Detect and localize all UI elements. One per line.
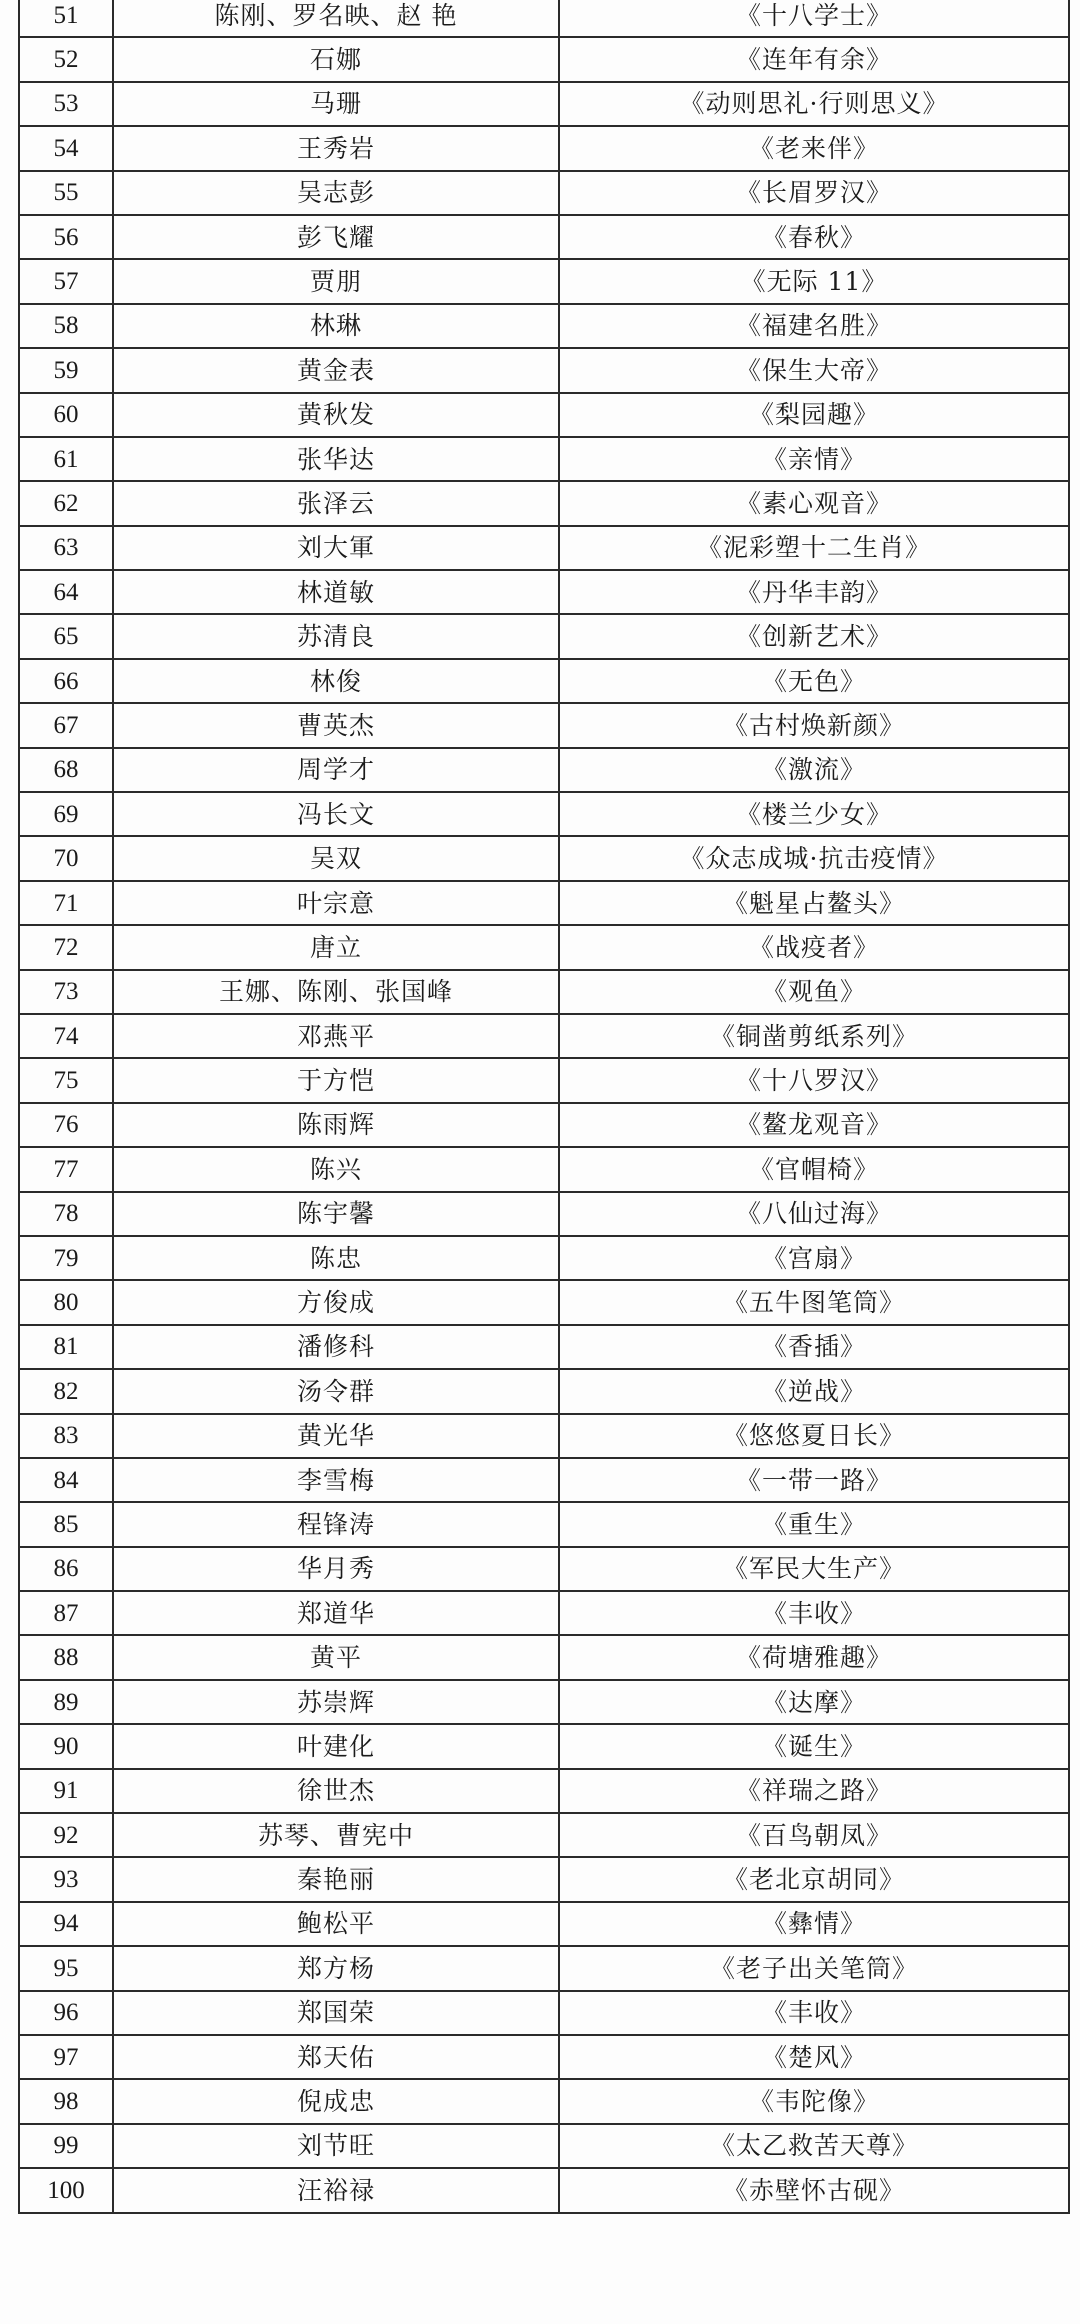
table-row xyxy=(19,1103,1069,1147)
table-row xyxy=(19,171,1069,215)
work-title-cell: 《五牛图笔筒》 xyxy=(559,1280,1069,1324)
author-cell: 苏崇辉 xyxy=(113,1680,559,1724)
table-row xyxy=(19,1280,1069,1324)
work-title-cell: 《亲情》 xyxy=(559,437,1069,481)
author-cell: 陈忠 xyxy=(113,1236,559,1280)
row-number-cell: 99 xyxy=(19,2124,113,2168)
row-number-cell: 70 xyxy=(19,836,113,880)
work-title-cell: 《一带一路》 xyxy=(559,1458,1069,1502)
work-title-cell: 《观鱼》 xyxy=(559,970,1069,1014)
work-title-cell: 《赤壁怀古砚》 xyxy=(559,2168,1069,2212)
table-row xyxy=(19,1813,1069,1857)
author-cell: 鲍松平 xyxy=(113,1902,559,1946)
table-row xyxy=(19,1857,1069,1901)
work-title-cell: 《香插》 xyxy=(559,1325,1069,1369)
table-row xyxy=(19,1635,1069,1679)
table-row xyxy=(19,37,1069,81)
row-number-cell: 62 xyxy=(19,481,113,525)
author-cell: 张华达 xyxy=(113,437,559,481)
work-title-cell: 《众志成城·抗击疫情》 xyxy=(559,836,1069,880)
row-number-cell: 79 xyxy=(19,1236,113,1280)
table-row xyxy=(19,1369,1069,1413)
row-number-cell: 90 xyxy=(19,1724,113,1768)
work-title-cell: 《动则思礼·行则思义》 xyxy=(559,82,1069,126)
table-row xyxy=(19,2168,1069,2212)
table-row xyxy=(19,1014,1069,1058)
author-cell: 叶宗意 xyxy=(113,881,559,925)
author-cell: 倪成忠 xyxy=(113,2079,559,2123)
table-row xyxy=(19,2124,1069,2168)
table-row xyxy=(19,1458,1069,1502)
work-title-cell: 《铜凿剪纸系列》 xyxy=(559,1014,1069,1058)
row-number-cell: 88 xyxy=(19,1635,113,1679)
author-cell: 方俊成 xyxy=(113,1280,559,1324)
row-number-cell: 76 xyxy=(19,1103,113,1147)
work-title-cell: 《宫扇》 xyxy=(559,1236,1069,1280)
author-cell: 石娜 xyxy=(113,37,559,81)
work-title-cell: 《达摩》 xyxy=(559,1680,1069,1724)
row-number-cell: 92 xyxy=(19,1813,113,1857)
table-row xyxy=(19,748,1069,792)
author-cell: 曹英杰 xyxy=(113,703,559,747)
table-row xyxy=(19,1058,1069,1102)
author-cell: 林道敏 xyxy=(113,570,559,614)
row-number-cell: 68 xyxy=(19,748,113,792)
author-cell: 秦艳丽 xyxy=(113,1857,559,1901)
row-number-cell: 67 xyxy=(19,703,113,747)
work-title-cell: 《春秋》 xyxy=(559,215,1069,259)
table-row xyxy=(19,2079,1069,2123)
work-title-cell: 《百鸟朝凤》 xyxy=(559,1813,1069,1857)
author-cell: 苏清良 xyxy=(113,614,559,658)
work-title-cell: 《祥瑞之路》 xyxy=(559,1769,1069,1813)
row-number-cell: 51 xyxy=(19,0,113,37)
work-title-cell: 《楼兰少女》 xyxy=(559,792,1069,836)
table-row xyxy=(19,348,1069,392)
work-title-cell: 《楚风》 xyxy=(559,2035,1069,2079)
work-title-cell: 《十八罗汉》 xyxy=(559,1058,1069,1102)
row-number-cell: 94 xyxy=(19,1902,113,1946)
table-row xyxy=(19,1147,1069,1191)
author-cell: 黄金表 xyxy=(113,348,559,392)
author-cell: 林琳 xyxy=(113,304,559,348)
work-title-cell: 《韦陀像》 xyxy=(559,2079,1069,2123)
author-cell: 陈雨辉 xyxy=(113,1103,559,1147)
work-title-cell: 《悠悠夏日长》 xyxy=(559,1414,1069,1458)
award-list-body xyxy=(19,0,1069,2213)
table-row xyxy=(19,2035,1069,2079)
table-row xyxy=(19,304,1069,348)
work-title-cell: 《魁星占鳌头》 xyxy=(559,881,1069,925)
table-row xyxy=(19,925,1069,969)
work-title-cell: 《诞生》 xyxy=(559,1724,1069,1768)
author-cell: 冯长文 xyxy=(113,792,559,836)
author-cell: 郑国荣 xyxy=(113,1991,559,2035)
author-cell: 王娜、陈刚、张国峰 xyxy=(113,970,559,1014)
author-cell: 陈刚、罗名映、赵 艳 xyxy=(113,0,559,37)
row-number-cell: 80 xyxy=(19,1280,113,1324)
row-number-cell: 89 xyxy=(19,1680,113,1724)
table-row xyxy=(19,570,1069,614)
row-number-cell: 81 xyxy=(19,1325,113,1369)
table-row xyxy=(19,1724,1069,1768)
row-number-cell: 64 xyxy=(19,570,113,614)
award-list-table xyxy=(18,0,1070,2214)
row-number-cell: 97 xyxy=(19,2035,113,2079)
author-cell: 刘大軍 xyxy=(113,526,559,570)
row-number-cell: 98 xyxy=(19,2079,113,2123)
work-title-cell: 《激流》 xyxy=(559,748,1069,792)
author-cell: 唐立 xyxy=(113,925,559,969)
table-row xyxy=(19,1192,1069,1236)
author-cell: 李雪梅 xyxy=(113,1458,559,1502)
work-title-cell: 《老北京胡同》 xyxy=(559,1857,1069,1901)
author-cell: 华月秀 xyxy=(113,1547,559,1591)
row-number-cell: 66 xyxy=(19,659,113,703)
work-title-cell: 《丰收》 xyxy=(559,1591,1069,1635)
row-number-cell: 73 xyxy=(19,970,113,1014)
row-number-cell: 85 xyxy=(19,1502,113,1546)
work-title-cell: 《无际 11》 xyxy=(559,259,1069,303)
table-row xyxy=(19,1946,1069,1990)
author-cell: 黄平 xyxy=(113,1635,559,1679)
table-row xyxy=(19,792,1069,836)
work-title-cell: 《彝情》 xyxy=(559,1902,1069,1946)
work-title-cell: 《太乙救苦天尊》 xyxy=(559,2124,1069,2168)
row-number-cell: 84 xyxy=(19,1458,113,1502)
author-cell: 马珊 xyxy=(113,82,559,126)
author-cell: 王秀岩 xyxy=(113,126,559,170)
table-row xyxy=(19,1325,1069,1369)
table-row xyxy=(19,970,1069,1014)
table-row xyxy=(19,703,1069,747)
author-cell: 彭飞耀 xyxy=(113,215,559,259)
work-title-cell: 《老来伴》 xyxy=(559,126,1069,170)
table-row xyxy=(19,614,1069,658)
work-title-cell: 《战疫者》 xyxy=(559,925,1069,969)
work-title-cell: 《丹华丰韵》 xyxy=(559,570,1069,614)
author-cell: 程锋涛 xyxy=(113,1502,559,1546)
table-row xyxy=(19,126,1069,170)
author-cell: 吴志彭 xyxy=(113,171,559,215)
table-row xyxy=(19,393,1069,437)
work-title-cell: 《军民大生产》 xyxy=(559,1547,1069,1591)
row-number-cell: 91 xyxy=(19,1769,113,1813)
author-cell: 潘修科 xyxy=(113,1325,559,1369)
table-row xyxy=(19,1236,1069,1280)
work-title-cell: 《八仙过海》 xyxy=(559,1192,1069,1236)
row-number-cell: 93 xyxy=(19,1857,113,1901)
work-title-cell: 《无色》 xyxy=(559,659,1069,703)
work-title-cell: 《泥彩塑十二生肖》 xyxy=(559,526,1069,570)
author-cell: 苏琴、曹宪中 xyxy=(113,1813,559,1857)
table-row xyxy=(19,526,1069,570)
table-row xyxy=(19,1547,1069,1591)
row-number-cell: 55 xyxy=(19,171,113,215)
row-number-cell: 69 xyxy=(19,792,113,836)
work-title-cell: 《重生》 xyxy=(559,1502,1069,1546)
author-cell: 汤令群 xyxy=(113,1369,559,1413)
table-row xyxy=(19,1591,1069,1635)
work-title-cell: 《保生大帝》 xyxy=(559,348,1069,392)
row-number-cell: 100 xyxy=(19,2168,113,2212)
table-row xyxy=(19,1769,1069,1813)
author-cell: 郑方杨 xyxy=(113,1946,559,1990)
table-row xyxy=(19,437,1069,481)
table-row xyxy=(19,259,1069,303)
row-number-cell: 56 xyxy=(19,215,113,259)
table-row xyxy=(19,1502,1069,1546)
author-cell: 叶建化 xyxy=(113,1724,559,1768)
row-number-cell: 86 xyxy=(19,1547,113,1591)
work-title-cell: 《福建名胜》 xyxy=(559,304,1069,348)
work-title-cell: 《素心观音》 xyxy=(559,481,1069,525)
table-row xyxy=(19,1414,1069,1458)
author-cell: 郑天佑 xyxy=(113,2035,559,2079)
table-row xyxy=(19,82,1069,126)
author-cell: 邓燕平 xyxy=(113,1014,559,1058)
author-cell: 贾朋 xyxy=(113,259,559,303)
table-row xyxy=(19,1991,1069,2035)
row-number-cell: 58 xyxy=(19,304,113,348)
row-number-cell: 71 xyxy=(19,881,113,925)
row-number-cell: 74 xyxy=(19,1014,113,1058)
author-cell: 黄秋发 xyxy=(113,393,559,437)
author-cell: 徐世杰 xyxy=(113,1769,559,1813)
row-number-cell: 61 xyxy=(19,437,113,481)
work-title-cell: 《连年有余》 xyxy=(559,37,1069,81)
row-number-cell: 96 xyxy=(19,1991,113,2035)
row-number-cell: 77 xyxy=(19,1147,113,1191)
table-row xyxy=(19,481,1069,525)
row-number-cell: 52 xyxy=(19,37,113,81)
row-number-cell: 59 xyxy=(19,348,113,392)
row-number-cell: 60 xyxy=(19,393,113,437)
row-number-cell: 95 xyxy=(19,1946,113,1990)
author-cell: 郑道华 xyxy=(113,1591,559,1635)
row-number-cell: 78 xyxy=(19,1192,113,1236)
table-row xyxy=(19,1680,1069,1724)
work-title-cell: 《古村焕新颜》 xyxy=(559,703,1069,747)
row-number-cell: 63 xyxy=(19,526,113,570)
author-cell: 陈宇馨 xyxy=(113,1192,559,1236)
row-number-cell: 65 xyxy=(19,614,113,658)
author-cell: 黄光华 xyxy=(113,1414,559,1458)
row-number-cell: 87 xyxy=(19,1591,113,1635)
table-row xyxy=(19,881,1069,925)
work-title-cell: 《鳌龙观音》 xyxy=(559,1103,1069,1147)
work-title-cell: 《创新艺术》 xyxy=(559,614,1069,658)
work-title-cell: 《官帽椅》 xyxy=(559,1147,1069,1191)
row-number-cell: 75 xyxy=(19,1058,113,1102)
work-title-cell: 《长眉罗汉》 xyxy=(559,171,1069,215)
work-title-cell: 《梨园趣》 xyxy=(559,393,1069,437)
work-title-cell: 《逆战》 xyxy=(559,1369,1069,1413)
work-title-cell: 《十八学士》 xyxy=(559,0,1069,37)
author-cell: 吴双 xyxy=(113,836,559,880)
author-cell: 汪裕禄 xyxy=(113,2168,559,2212)
author-cell: 周学才 xyxy=(113,748,559,792)
author-cell: 张泽云 xyxy=(113,481,559,525)
work-title-cell: 《老子出关笔筒》 xyxy=(559,1946,1069,1990)
table-row xyxy=(19,1902,1069,1946)
table-row xyxy=(19,0,1069,37)
row-number-cell: 72 xyxy=(19,925,113,969)
row-number-cell: 54 xyxy=(19,126,113,170)
author-cell: 陈兴 xyxy=(113,1147,559,1191)
author-cell: 于方恺 xyxy=(113,1058,559,1102)
row-number-cell: 53 xyxy=(19,82,113,126)
row-number-cell: 82 xyxy=(19,1369,113,1413)
table-row xyxy=(19,215,1069,259)
work-title-cell: 《丰收》 xyxy=(559,1991,1069,2035)
work-title-cell: 《荷塘雅趣》 xyxy=(559,1635,1069,1679)
row-number-cell: 83 xyxy=(19,1414,113,1458)
table-row xyxy=(19,659,1069,703)
table-row xyxy=(19,836,1069,880)
author-cell: 刘节旺 xyxy=(113,2124,559,2168)
row-number-cell: 57 xyxy=(19,259,113,303)
author-cell: 林俊 xyxy=(113,659,559,703)
